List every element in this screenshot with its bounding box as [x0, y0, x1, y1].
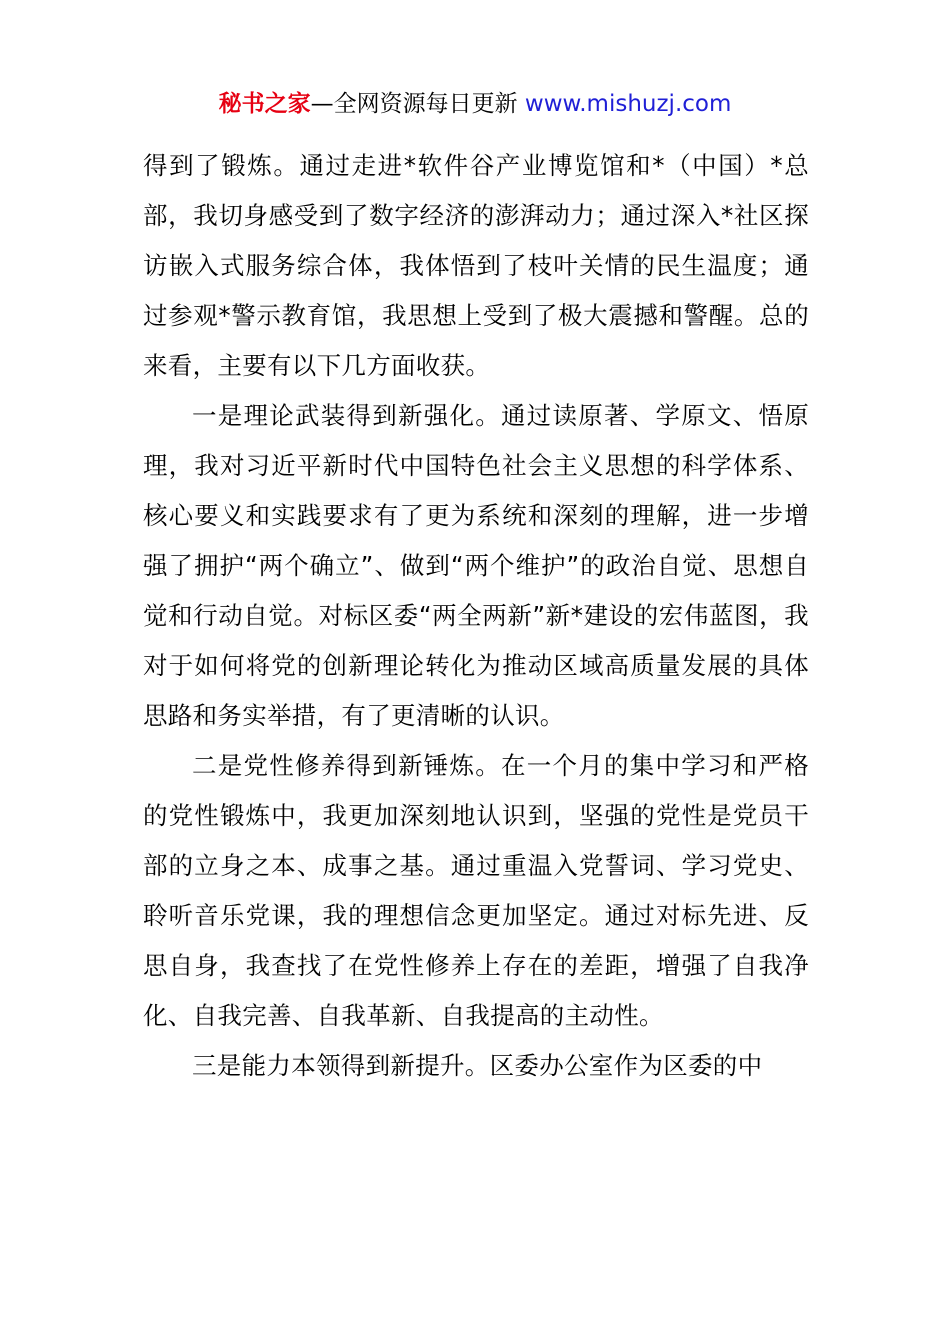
paragraph-party-spirit: 二是党性修养得到新锤炼。在一个月的集中学习和严格的党性锻炼中，我更加深刻地认识到，坚强的党性是党员干部的立身之本、成事之基。通过重温入党誓词、学习党史、聆听音乐党课，我的理想信念更加坚定。通过对标先进、反思自身，我查找了在党性修养上存在的差距，增强了自我净化、自我完善、自我革新、自我提高的主动性。: [143, 751, 809, 1030]
brand-name: 秘书之家: [218, 91, 311, 117]
paragraph-ability: 三是能力本领得到新提升。区委办公室作为区委的中: [192, 1051, 763, 1080]
header-tagline: —全网资源每日更新: [310, 91, 525, 117]
paragraph-theory: 一是理论武装得到新强化。通过读原著、学原文、悟原理，我对习近平新时代中国特色社会主义思想的科学体系、核心要义和实践要求有了更为系统和深刻的理解，进一步增强了拥护“两个确立”、做到“两个维护”的政治自觉、思想自觉和行动自觉。对标区委“两全两新”新*建设的宏伟蓝图，我对于如何将党的创新理论转化为推动区域高质量发展的具体思路和务实举措，有了更清晰的认识。: [143, 401, 809, 730]
page-header: [0, 84, 950, 124]
paragraph-continuation: 得到了锻炼。通过走进*软件谷产业博览馆和*（中国）*总部，我切身感受到了数字经济的澎湃动力；通过深入*社区探访嵌入式服务综合体，我体悟到了枝叶关情的民生温度；通过参观*警示教育馆，我思想上受到了极大震撼和警醒。总的来看，主要有以下几方面收获。: [143, 151, 809, 380]
website-link[interactable]: www.mishuzj.com: [524, 91, 732, 117]
document-body: [143, 141, 809, 1091]
